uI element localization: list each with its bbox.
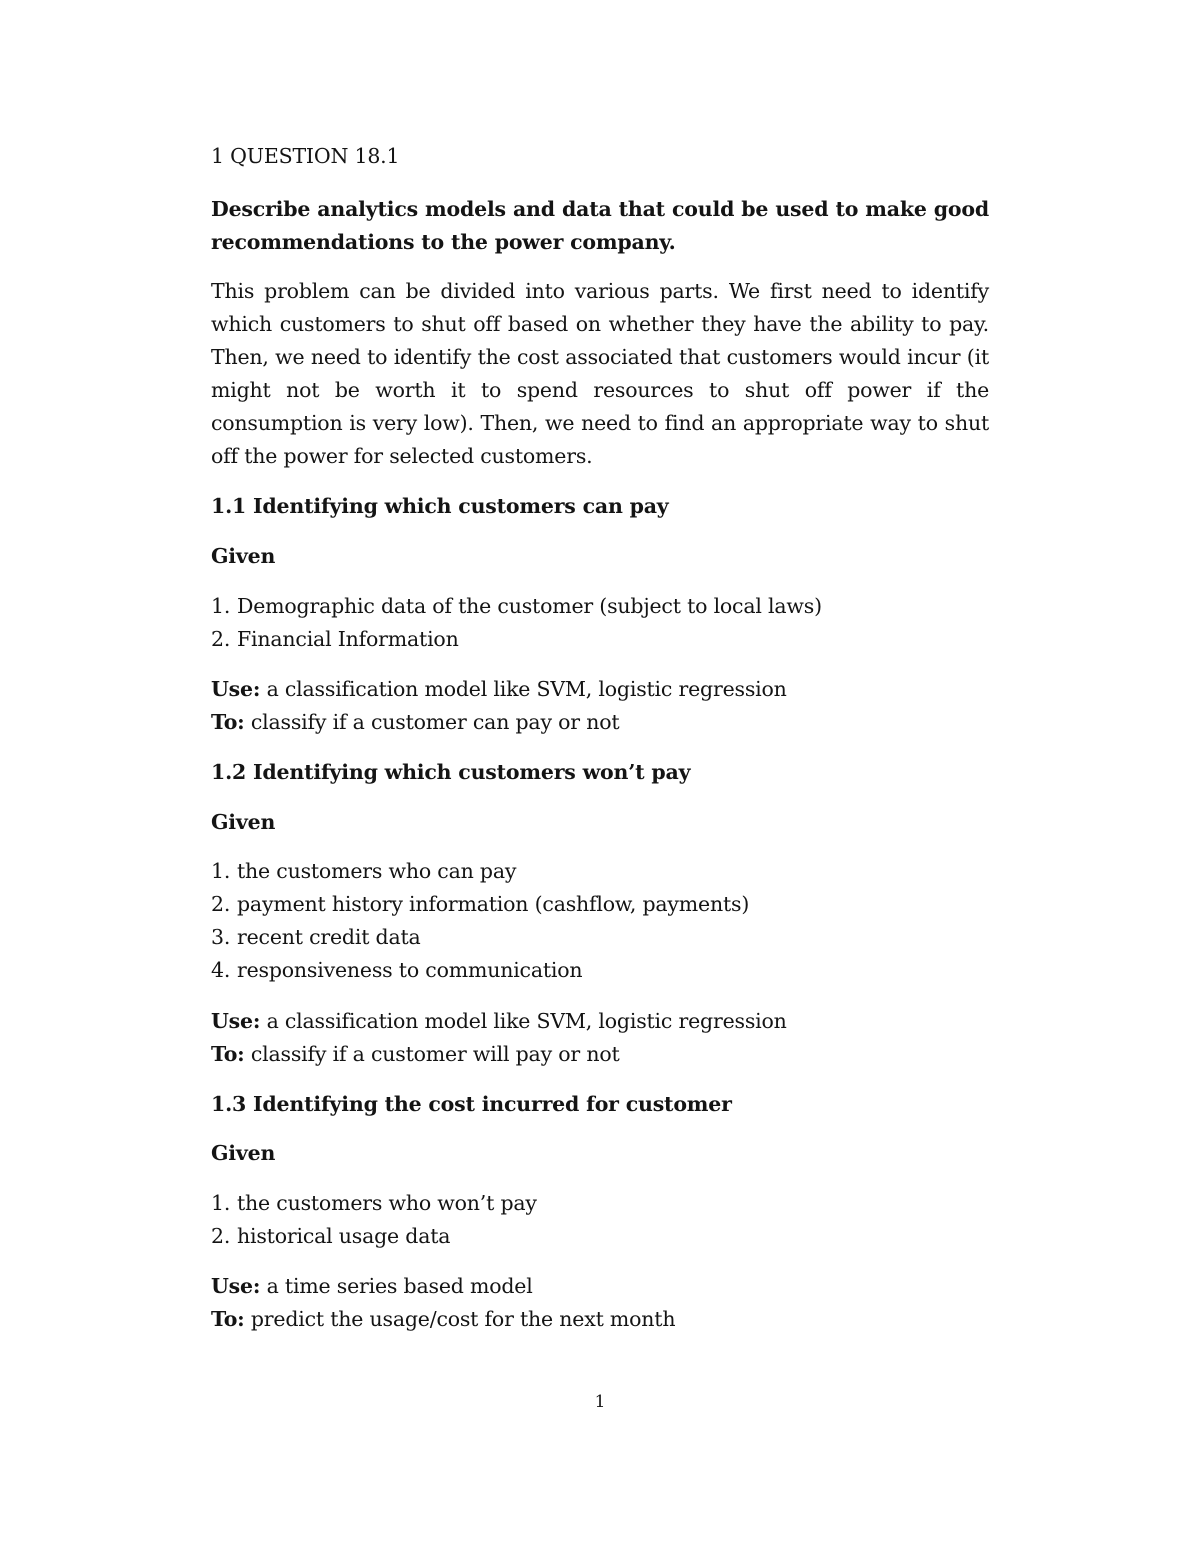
heading-title: QUESTION 18.1 bbox=[230, 144, 400, 168]
list-item bbox=[211, 623, 989, 656]
list-item-text: payment history information (cashflow, payments) bbox=[237, 892, 750, 916]
section-number: 1.3 bbox=[211, 1092, 247, 1116]
list-item-text: the customers who won’t pay bbox=[237, 1191, 537, 1215]
list-item-number: 1. bbox=[211, 859, 231, 883]
section-title: Identifying the cost incurred for customer bbox=[253, 1092, 732, 1116]
page-title bbox=[211, 140, 989, 173]
to-text: classify if a customer can pay or not bbox=[250, 710, 620, 734]
list-item-text: historical usage data bbox=[237, 1224, 451, 1248]
list-item bbox=[211, 1220, 989, 1253]
section-title: Identifying which customers won’t pay bbox=[253, 760, 691, 784]
given-label: Given bbox=[211, 810, 276, 834]
section-heading bbox=[211, 490, 989, 523]
list-item bbox=[211, 921, 989, 954]
list-item-number: 2. bbox=[211, 627, 231, 651]
to-label: To: bbox=[211, 1307, 245, 1331]
use-label: Use: bbox=[211, 1009, 261, 1033]
use-label: Use: bbox=[211, 677, 261, 701]
list-item bbox=[211, 1187, 989, 1220]
given-label: Given bbox=[211, 544, 276, 568]
use-text: a time series based model bbox=[266, 1274, 533, 1298]
use-to-block bbox=[211, 1270, 989, 1336]
list-item-text: recent credit data bbox=[237, 925, 421, 949]
to-text: classify if a customer will pay or not bbox=[250, 1042, 620, 1066]
list-item bbox=[211, 954, 989, 987]
list-item-text: Demographic data of the customer (subject to local laws) bbox=[237, 594, 822, 618]
use-text: a classification model like SVM, logistic regression bbox=[266, 1009, 787, 1033]
to-line bbox=[211, 706, 989, 739]
use-line bbox=[211, 1270, 989, 1303]
document-page bbox=[211, 0, 989, 1553]
section-number: 1.2 bbox=[211, 760, 247, 784]
to-line bbox=[211, 1038, 989, 1071]
page-number: 1 bbox=[594, 1392, 606, 1412]
list-item-number: 2. bbox=[211, 892, 231, 916]
section-heading bbox=[211, 756, 989, 789]
use-text: a classification model like SVM, logistic regression bbox=[266, 677, 787, 701]
given-list bbox=[211, 855, 989, 987]
list-item-number: 1. bbox=[211, 594, 231, 618]
list-item-text: the customers who can pay bbox=[237, 859, 517, 883]
use-to-block bbox=[211, 673, 989, 739]
list-item-number: 4. bbox=[211, 958, 231, 982]
section-heading bbox=[211, 1088, 989, 1121]
heading-number: 1 bbox=[211, 144, 224, 168]
to-line bbox=[211, 1303, 989, 1336]
to-label: To: bbox=[211, 1042, 245, 1066]
question-text: Describe analytics models and data that could be used to make good recommendations to the power company. bbox=[211, 197, 989, 254]
list-item-number: 1. bbox=[211, 1191, 231, 1215]
list-item bbox=[211, 888, 989, 921]
use-line bbox=[211, 673, 989, 706]
given-label: Given bbox=[211, 1141, 276, 1165]
use-to-block bbox=[211, 1005, 989, 1071]
section-number: 1.1 bbox=[211, 494, 247, 518]
list-item-text: responsiveness to communication bbox=[237, 958, 583, 982]
section-title: Identifying which customers can pay bbox=[253, 494, 669, 518]
given-list bbox=[211, 1187, 989, 1253]
to-text: predict the usage/cost for the next month bbox=[250, 1307, 676, 1331]
intro-paragraph: This problem can be divided into various parts. We first need to identify which customers to shut off based on whether they have the ability to pay. Then, we need to identify the cost associated that customers would incur (it might not be worth it to spend resources to shut off power if the consumption is very low). Then, we need to find an appropriate way to shut off the power for selected customers. bbox=[211, 279, 989, 468]
use-line bbox=[211, 1005, 989, 1038]
list-item-text: Financial Information bbox=[237, 627, 459, 651]
list-item-number: 3. bbox=[211, 925, 231, 949]
given-list bbox=[211, 590, 989, 656]
list-item bbox=[211, 590, 989, 623]
use-label: Use: bbox=[211, 1274, 261, 1298]
list-item bbox=[211, 855, 989, 888]
list-item-number: 2. bbox=[211, 1224, 231, 1248]
to-label: To: bbox=[211, 710, 245, 734]
